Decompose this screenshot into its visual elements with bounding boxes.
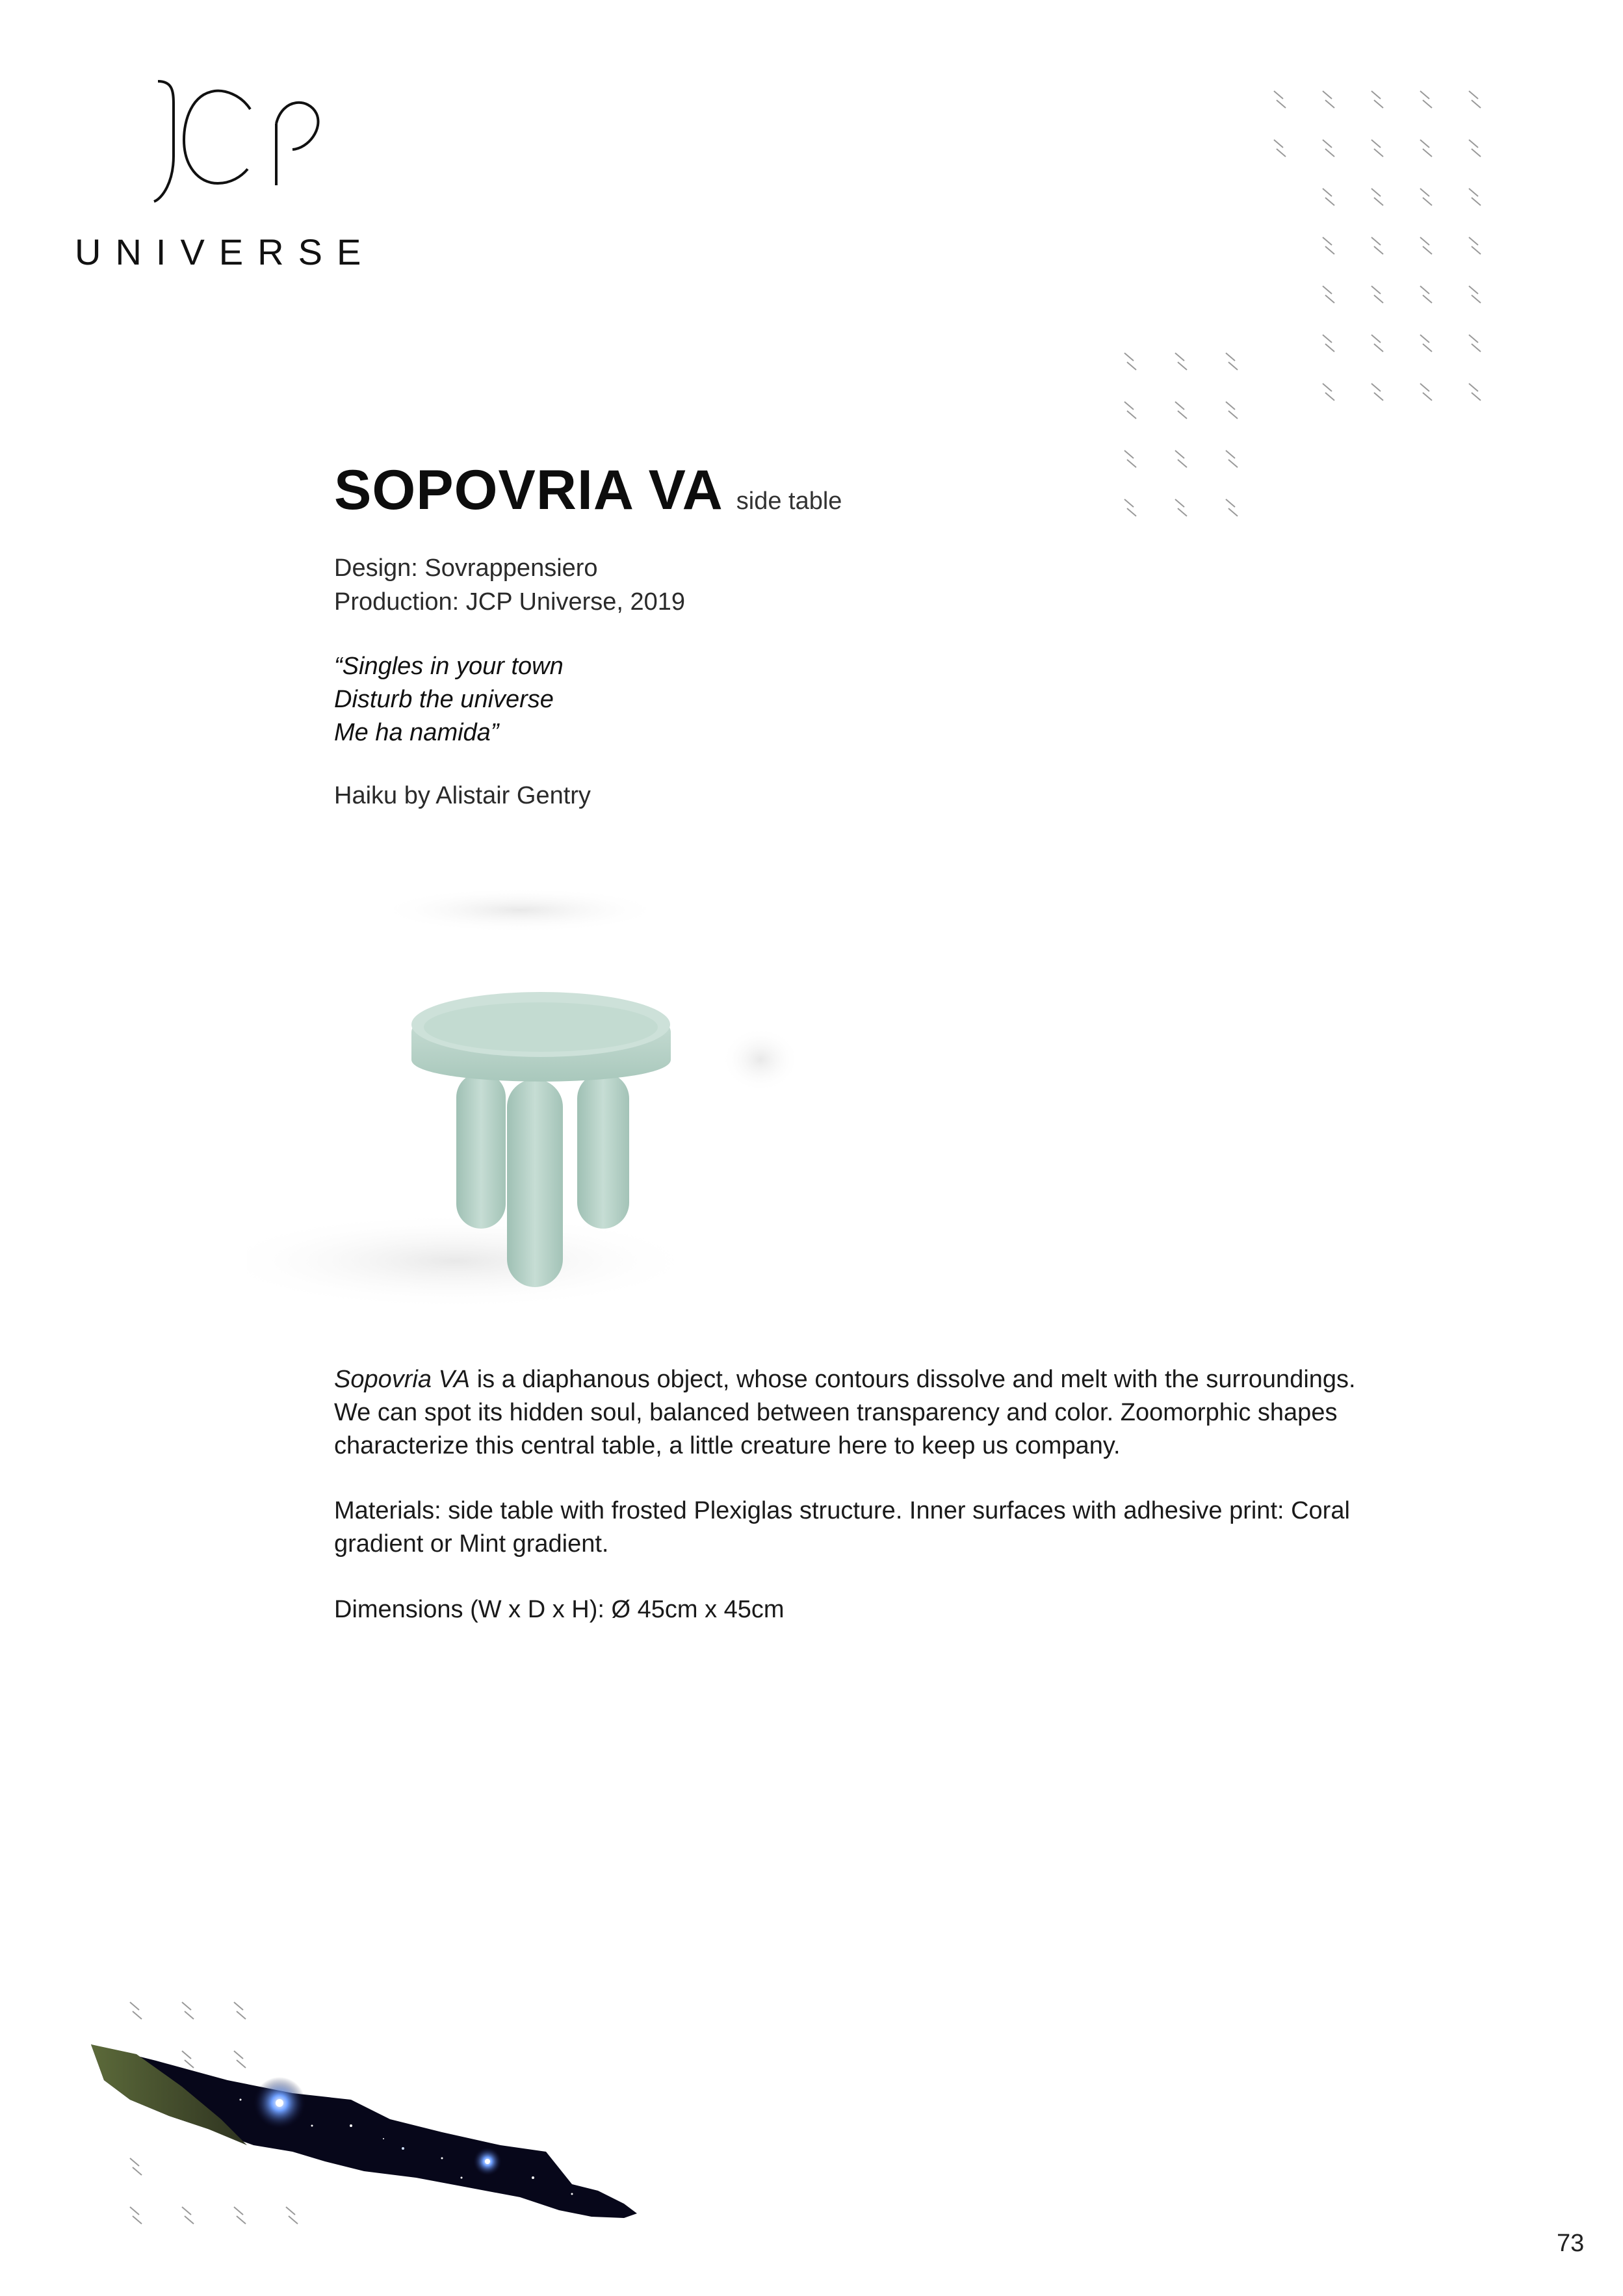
- galaxy-strip-illustration: [78, 1989, 858, 2269]
- description-line: characterize this central table, a little creature here to keep us company.: [334, 1432, 1121, 1459]
- materials-line: gradient or Mint gradient.: [334, 1530, 609, 1558]
- description-line: We can spot its hidden soul, balanced between transparency and color. Zoomorphic shapes: [334, 1399, 1338, 1426]
- slash-pattern-icon: [1118, 348, 1248, 536]
- production-credit: Production: JCP Universe, 2019: [334, 588, 686, 616]
- materials-line: Materials: side table with frosted Plexiglas structure. Inner surfaces with adhesive print: Coral: [334, 1497, 1350, 1524]
- haiku-line: Me ha namida”: [334, 719, 499, 746]
- description-body: is a diaphanous object, whose contours dissolve and melt with the surroundings.: [470, 1366, 1356, 1393]
- brand-logo: [75, 78, 376, 273]
- jcp-logo-mark: [114, 78, 335, 208]
- product-name-inline: Sopovria VA: [334, 1366, 471, 1393]
- materials: [334, 1494, 1491, 1561]
- side-table-illustration: [247, 858, 832, 1326]
- haiku-line: Disturb the universe: [334, 686, 554, 713]
- slash-pattern-icon: [1267, 85, 1508, 455]
- product-title-row: [334, 458, 842, 523]
- page-number: 73: [1557, 2230, 1585, 2257]
- haiku: [334, 650, 564, 750]
- brand-wordmark: UNIVERSE: [75, 231, 376, 272]
- haiku-line: “Singles in your town: [334, 653, 564, 680]
- dimensions: Dimensions (W x D x H): Ø 45cm x 45cm: [334, 1596, 785, 1623]
- description-line: [334, 1363, 1491, 1396]
- haiku-author: Haiku by Alistair Gentry: [334, 782, 591, 809]
- design-credit: Design: Sovrappensiero: [334, 554, 598, 582]
- product-title: SOPOVRIA VA: [334, 459, 723, 521]
- product-category: side table: [736, 488, 842, 515]
- product-description: [334, 1363, 1491, 1463]
